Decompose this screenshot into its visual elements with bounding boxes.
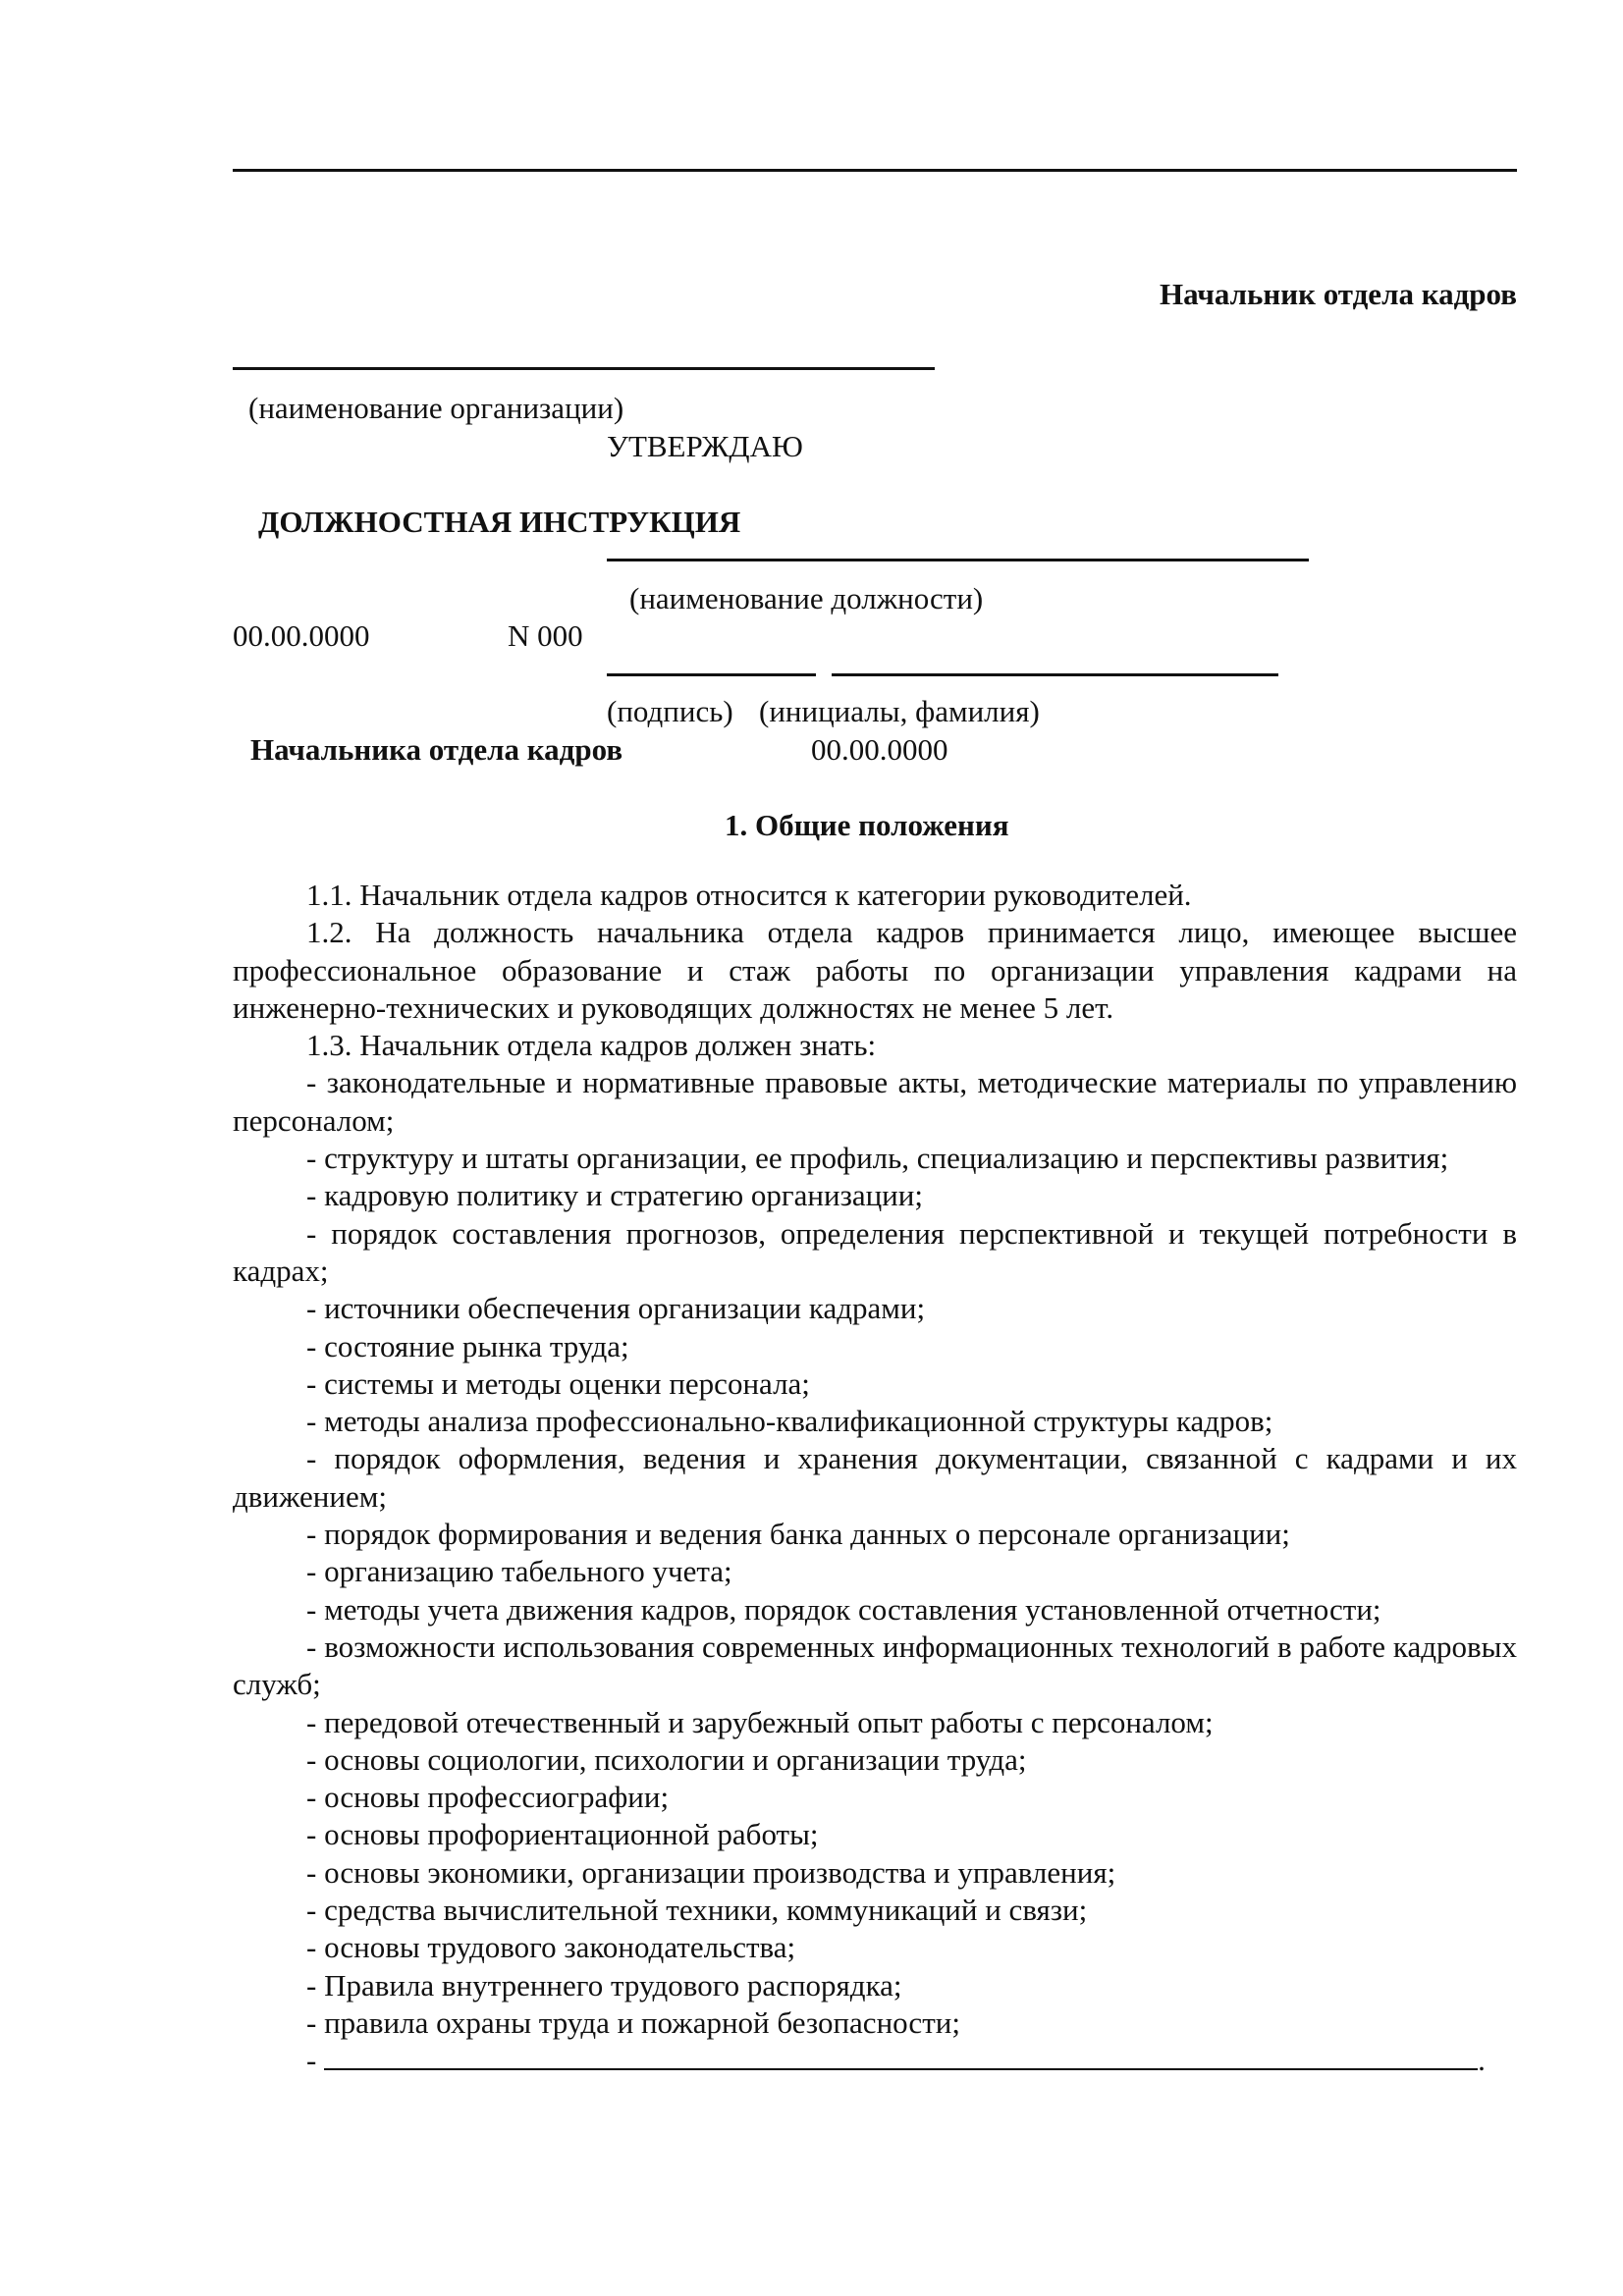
paragraph-1-3: 1.3. Начальник отдела кадров должен знать:	[306, 1028, 877, 1063]
top-rule	[233, 169, 1517, 172]
blank-item-period: .	[1478, 2043, 1486, 2078]
list-item: - законодательные и нормативные правовые акты, методические материалы по управлению персоналом;	[233, 1065, 1517, 1138]
document-number: N 000	[508, 618, 583, 653]
list-item: - порядок формирования и ведения банка данных о персонале организации;	[306, 1517, 1290, 1552]
approve-date: 00.00.0000	[811, 732, 948, 767]
list-item: - состояние рынка труда;	[306, 1328, 629, 1363]
list-item: - основы профессиографии;	[306, 1780, 670, 1815]
list-item: - системы и методы оценки персонала;	[306, 1365, 810, 1401]
list-item: - порядок оформления, ведения и хранения документации, связанной с кадрами и их движением;	[233, 1441, 1517, 1514]
list-item: - источники обеспечения организации кадрами;	[306, 1291, 926, 1326]
initials-caption: (инициалы, фамилия)	[759, 694, 1040, 728]
initials-line	[832, 673, 1278, 676]
signature-line	[607, 673, 816, 676]
list-item: - основы социологии, психологии и организации труда;	[306, 1741, 1027, 1777]
instruction-subject: Начальника отдела кадров	[250, 732, 623, 767]
list-item: - основы трудового законодательства;	[306, 1930, 796, 1965]
paragraph-1-2: 1.2. На должность начальника отдела кадров принимается лицо, имеющее высшее профессиональное образование и стаж работы по организации управления кадрами на инженерно-технических и руководящих должностях не менее 5 лет.	[233, 915, 1517, 1025]
list-item: - средства вычислительной техники, коммуникаций и связи;	[306, 1893, 1088, 1928]
position-name-line	[607, 559, 1309, 561]
paragraph-1-1: 1.1. Начальник отдела кадров относится к категории руководителей.	[306, 878, 1192, 912]
list-item: - основы профориентационной работы;	[306, 1817, 819, 1852]
list-item: - возможности использования современных информационных технологий в работе кадровых служб;	[233, 1629, 1517, 1702]
signature-caption: (подпись)	[607, 694, 733, 728]
list-item: - кадровую политику и стратегию организации;	[306, 1178, 923, 1213]
organization-caption: (наименование организации)	[248, 391, 624, 425]
blank-fill-line	[324, 2045, 1478, 2070]
organization-name-line	[233, 367, 935, 370]
blank-list-item	[233, 2042, 1517, 2079]
list-item: - организацию табельного учета;	[306, 1554, 732, 1589]
blank-item-dash: -	[306, 2043, 317, 2078]
list-item: - структуру и штаты организации, ее профиль, специализацию и перспективы развития;	[306, 1141, 1449, 1176]
document-date: 00.00.0000	[233, 618, 370, 653]
list-item: - методы учета движения кадров, порядок составления установленной отчетности;	[306, 1591, 1381, 1627]
list-item: - передовой отечественный и зарубежный опыт работы с персоналом;	[306, 1704, 1214, 1739]
list-item: - методы анализа профессионально-квалификационной структуры кадров;	[306, 1404, 1273, 1439]
position-caption: (наименование должности)	[629, 581, 984, 615]
list-item: - правила охраны труда и пожарной безопасности;	[306, 2004, 960, 2040]
document-type-title: ДОЛЖНОСТНАЯ ИНСТРУКЦИЯ	[258, 505, 741, 539]
list-item: - Правила внутреннего трудового распорядка;	[306, 1967, 902, 2002]
list-item: - порядок составления прогнозов, определения перспективной и текущей потребности в кадрах;	[233, 1215, 1517, 1288]
approve-label: УТВЕРЖДАЮ	[607, 429, 803, 463]
section-title: 1. Общие положения	[725, 808, 1009, 842]
section-body	[233, 877, 1517, 2080]
list-item: - основы экономики, организации производства и управления;	[306, 1854, 1116, 1890]
position-title-top-right: Начальник отдела кадров	[1159, 277, 1517, 311]
